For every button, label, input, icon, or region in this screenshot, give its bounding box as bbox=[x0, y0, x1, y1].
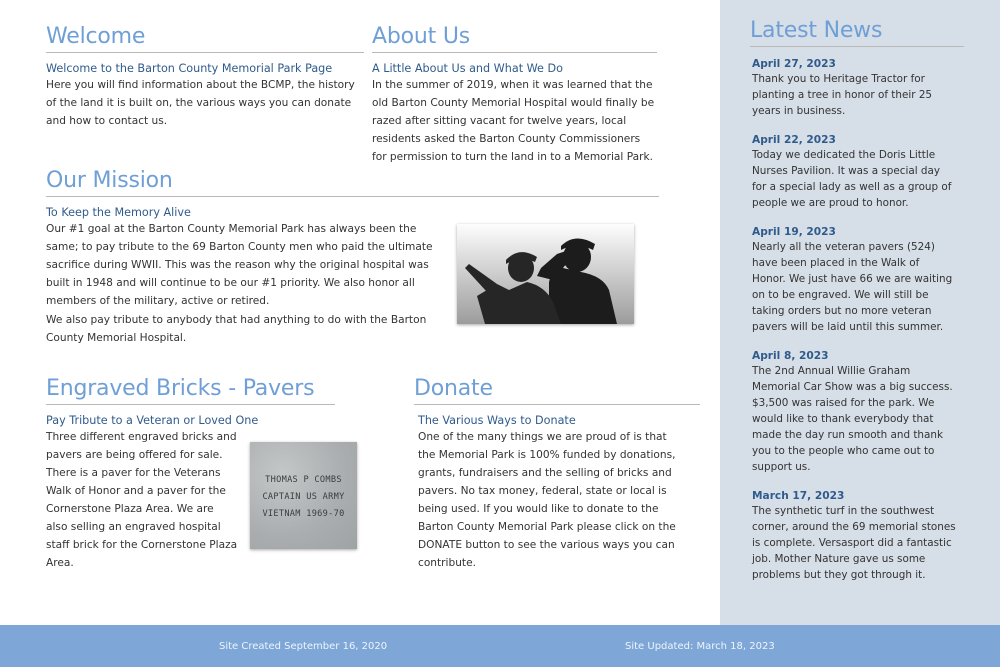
engraved-paver-image bbox=[250, 442, 357, 549]
site-updated-text: Site Updated: March 18, 2023 bbox=[625, 641, 775, 652]
news-date: April 8, 2023 bbox=[752, 350, 829, 362]
news-date: April 27, 2023 bbox=[752, 58, 836, 70]
news-text: Today we dedicated the Doris Little Nurses Pavilion. It was a special day for a special lady as well as a group of people we are proud to honor. bbox=[752, 149, 952, 209]
bricks-body: Three different engraved bricks and pavers are being offered for sale. There is a paver for the Veterans Walk of Honor and a paver for the Cornerstone Plaza Area. We are also selling an engraved hospital staff brick for the Cornerstone Plaza Area. bbox=[46, 431, 238, 569]
mission-heading: Our Mission bbox=[46, 168, 659, 197]
welcome-body: Here you will find information about the BCMP, the history of the land it is built on, the various ways you can donate and how to contact us. bbox=[46, 79, 355, 127]
mission-body-2: We also pay tribute to anybody that had anything to do with the Barton County Memorial Hospital. bbox=[46, 314, 427, 344]
paver-line-3: VIETNAM 1969-70 bbox=[262, 509, 345, 519]
paver-line-1: THOMAS P COMBS bbox=[265, 475, 342, 485]
news-date: April 19, 2023 bbox=[752, 226, 836, 238]
about-section bbox=[372, 24, 657, 166]
news-text: The 2nd Annual Willie Graham Memorial Car Show was a big success. $3,500 was raised for the park. We would like to thank everybody that made the day run smooth and thank you to the people who came out to support us. bbox=[752, 365, 953, 473]
news-text: Thank you to Heritage Tractor for planting a tree in honor of their 25 years in business. bbox=[752, 73, 933, 117]
donate-section bbox=[414, 376, 700, 572]
welcome-section bbox=[46, 24, 364, 130]
bricks-heading: Engraved Bricks - Pavers bbox=[46, 376, 335, 405]
bricks-subheading: Pay Tribute to a Veteran or Loved One bbox=[46, 414, 259, 427]
site-created-text: Site Created September 16, 2020 bbox=[219, 641, 388, 652]
news-text: The synthetic turf in the southwest corner, around the 69 memorial stones is complete. Versasport did a fantastic job. Mother Nature gave us some problems but they got through it. bbox=[752, 505, 956, 581]
news-heading: Latest News bbox=[750, 18, 964, 47]
news-item bbox=[752, 57, 956, 119]
saluting-soldiers-image bbox=[457, 224, 634, 324]
news-section bbox=[750, 18, 964, 597]
about-body: In the summer of 2019, when it was learned that the old Barton County Memorial Hospital would finally be razed after sitting vacant for twelve years, local residents asked the Barton County Commissioners for permission to turn the land in to a Memorial Park. bbox=[372, 79, 655, 163]
news-date: March 17, 2023 bbox=[752, 490, 845, 502]
welcome-subheading: Welcome to the Barton County Memorial Park Page bbox=[46, 62, 333, 75]
donate-heading: Donate bbox=[414, 376, 700, 405]
news-date: April 22, 2023 bbox=[752, 134, 836, 146]
news-item bbox=[752, 349, 956, 475]
news-item bbox=[752, 225, 956, 335]
site-footer bbox=[0, 625, 1000, 667]
mission-body-1: Our #1 goal at the Barton County Memorial Park has always been the same; to pay tribute to the 69 Barton County men who paid the ultimate sacrifice during WWII. This was the reason why the original hospital was built in 1948 and will continue to be our #1 priority. We also honor all members of the military, active or retired. bbox=[46, 223, 433, 307]
about-heading: About Us bbox=[372, 24, 657, 53]
about-subheading: A Little About Us and What We Do bbox=[372, 62, 563, 75]
welcome-heading: Welcome bbox=[46, 24, 364, 53]
donate-subheading: The Various Ways to Donate bbox=[418, 414, 576, 427]
news-text: Nearly all the veteran pavers (524) have been placed in the Walk of Honor. We just have 66 we are waiting on to be engraved. We will still be taking orders but no more veteran pavers will be laid until this summer. bbox=[752, 241, 953, 333]
paver-line-2: CAPTAIN US ARMY bbox=[262, 492, 345, 502]
donate-body: One of the many things we are proud of is that the Memorial Park is 100% funded by donations, grants, fundraisers and the selling of bricks and pavers. No tax money, federal, state or local is being used. If you would like to donate to the Barton County Memorial Park please click on the DONATE button to see the various ways you can contribute. bbox=[418, 431, 676, 569]
news-item bbox=[752, 133, 956, 211]
news-item bbox=[752, 489, 956, 583]
mission-subheading: To Keep the Memory Alive bbox=[46, 206, 191, 219]
